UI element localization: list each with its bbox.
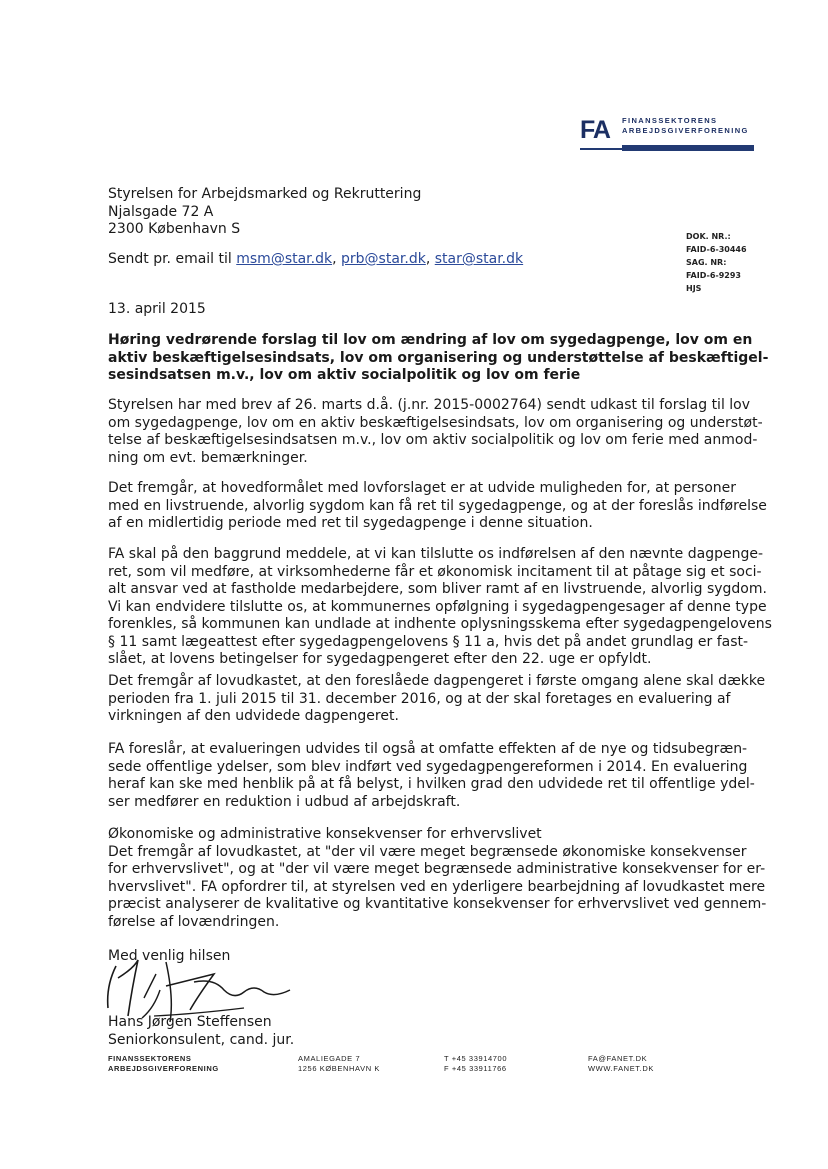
fa-logo xyxy=(580,110,760,160)
subject-heading xyxy=(108,332,769,385)
text-line: førelse af lovændringen. xyxy=(108,913,280,930)
recipient-name: Styrelsen for Arbejdsmarked og Rekruttering xyxy=(108,186,422,202)
text-line: Det fremgår, at hovedformålet med lovforslaget er at udvide muligheden for, at personer xyxy=(108,480,737,496)
closing-greeting: Med venlig hilsen xyxy=(108,948,231,964)
email-link-msm[interactable]: msm@star.dk xyxy=(236,251,333,267)
text-line: ning om evt. bemærkninger. xyxy=(108,449,308,466)
recipient-street: Njalsgade 72 A xyxy=(108,203,214,220)
footer-org xyxy=(108,1054,219,1074)
ref-initials: HJS xyxy=(686,284,702,293)
footer-contact xyxy=(588,1054,654,1074)
text-line: Det fremgår af lovudkastet, at "der vil være meget begrænsede økonomiske konsekvenser xyxy=(108,843,747,860)
footer-org-line-2: ARBEJDSGIVERFORENING xyxy=(108,1064,219,1073)
footer-web: WWW.FANET.DK xyxy=(588,1064,654,1073)
text-line: Det fremgår af lovudkastet, at den foreslåede dagpengeret i første omgang alene skal dække xyxy=(108,673,766,689)
text-line: slået, at lovens betingelser for sygedagpengeret efter den 22. uge er opfyldt. xyxy=(108,651,652,667)
text-line: FA skal på den baggrund meddele, at vi kan tilslutte os indførelsen af den nævnte dagpenge- xyxy=(108,546,764,562)
text-line: hvervslivet". FA opfordrer til, at styrelsen ved en yderligere bearbejdning af lovudkastet mere xyxy=(108,878,766,895)
letter-date: 13. april 2015 xyxy=(108,301,206,317)
paragraph-5 xyxy=(108,741,768,811)
logo-line-2: ARBEJDSGIVERFORENING xyxy=(622,126,749,135)
paragraph-2 xyxy=(108,480,768,533)
reference-block xyxy=(686,230,747,295)
dok-label: DOK. NR.: xyxy=(686,232,731,241)
text-line: ret, som vil medføre, at virksomhederne får et økonomisk incitament til at påtage sig et soci- xyxy=(108,563,762,580)
sag-value: FAID-6-9293 xyxy=(686,271,741,280)
paragraph-4 xyxy=(108,673,768,726)
text-line: for erhvervslivet", og at "der vil være meget begrænsede administrative konsekvenser for er- xyxy=(108,861,766,877)
text-line: om sygedagpenge, lov om en aktiv beskæftigelsesindsats, lov om organisering og understøt- xyxy=(108,414,763,431)
footer-org-line-1: FINANSSEKTORENS xyxy=(108,1054,192,1063)
paragraph-1 xyxy=(108,397,768,467)
recipient-address xyxy=(108,186,421,239)
text-line: præcist analyserer de kvalitative og kvantitative konsekvenser for erhvervslivet ved gennem- xyxy=(108,896,767,912)
footer-city: 1256 KØBENHAVN K xyxy=(298,1064,380,1073)
text-line: § 11 samt lægeattest efter sygedagpengelovens § 11 a, hvis det på andet grundlag er fast- xyxy=(108,633,749,650)
footer-fax: F +45 33911766 xyxy=(444,1064,507,1073)
signatory xyxy=(108,1014,294,1049)
paragraph-3 xyxy=(108,546,772,669)
footer-phone xyxy=(444,1054,507,1074)
recipient-city: 2300 København S xyxy=(108,221,241,237)
subject-line: sesindsatsen m.v., lov om aktiv socialpolitik og lov om ferie xyxy=(108,367,581,383)
email-link-prb[interactable]: prb@star.dk xyxy=(341,251,426,267)
text-line: sede offentlige ydelser, som blev indført ved sygedagpengereformen i 2014. En evaluering xyxy=(108,758,748,775)
text-line: perioden fra 1. juli 2015 til 31. december 2016, og at der skal foretages en evaluering af xyxy=(108,690,731,707)
sent-line: Sendt pr. email til msm@star.dk, prb@star.dk, star@star.dk xyxy=(108,251,524,267)
logo-bar xyxy=(622,145,754,151)
signatory-name: Hans Jørgen Steffensen xyxy=(108,1014,272,1030)
logo-line-1: FINANSSEKTORENS xyxy=(622,116,718,125)
paragraph-6 xyxy=(108,826,768,931)
text-line: alt ansvar ved at fastholde medarbejdere, som bliver ramt af en livstruende, alvorlig sygdom. xyxy=(108,581,767,597)
footer-street: AMALIEGADE 7 xyxy=(298,1054,361,1063)
footer-telephone: T +45 33914700 xyxy=(444,1054,508,1063)
subject-line: aktiv beskæftigelsesindsats, lov om organisering og understøttelse af beskæftigel- xyxy=(108,349,769,366)
text-line: Styrelsen har med brev af 26. marts d.å. (j.nr. 2015-0002764) sendt udkast til forslag til lov xyxy=(108,397,751,413)
text-line: ser medfører en reduktion i udbud af arbejdskraft. xyxy=(108,793,461,810)
dok-value: FAID-6-30446 xyxy=(686,245,747,254)
text-line: heraf kan ske med henblik på at få belyst, i hvilken grad den udvidede ret til offentlige ydel- xyxy=(108,776,755,792)
text-line: forenkles, så kommunen kan undlade at indhente oplysningsskema efter sygedagpengelovens xyxy=(108,616,772,632)
footer-address xyxy=(298,1054,380,1074)
signatory-title: Seniorkonsulent, cand. jur. xyxy=(108,1031,295,1048)
section-heading: Økonomiske og administrative konsekvenser for erhvervslivet xyxy=(108,826,542,842)
email-link-star[interactable]: star@star.dk xyxy=(434,251,524,267)
logo-name xyxy=(622,116,749,136)
sent-prefix: Sendt pr. email til xyxy=(108,251,232,267)
footer-email: FA@FANET.DK xyxy=(588,1054,648,1063)
text-line: telse af beskæftigelsesindsatsen m.v., lov om aktiv socialpolitik og lov om ferie med anmod- xyxy=(108,432,758,448)
text-line: med en livstruende, alvorlig sygdom kan få ret til sygedagpenge, og at der foreslås indførelse xyxy=(108,497,767,514)
text-line: virkningen af den udvidede dagpengeret. xyxy=(108,708,399,724)
sag-label: SAG. NR: xyxy=(686,258,727,267)
logo-initials: FA xyxy=(580,116,610,144)
text-line: af en midlertidig periode med ret til sygedagpenge i denne situation. xyxy=(108,515,593,531)
text-line: Vi kan endvidere tilslutte os, at kommunernes opfølgning i sygedagpengesager af denne type xyxy=(108,598,767,615)
logo-bar-thin xyxy=(580,148,622,150)
subject-line: Høring vedrørende forslag til lov om ændring af lov om sygedagpenge, lov om en xyxy=(108,332,753,348)
text-line: FA foreslår, at evalueringen udvides til også at omfatte effekten af de nye og tidsubegræn- xyxy=(108,741,748,757)
